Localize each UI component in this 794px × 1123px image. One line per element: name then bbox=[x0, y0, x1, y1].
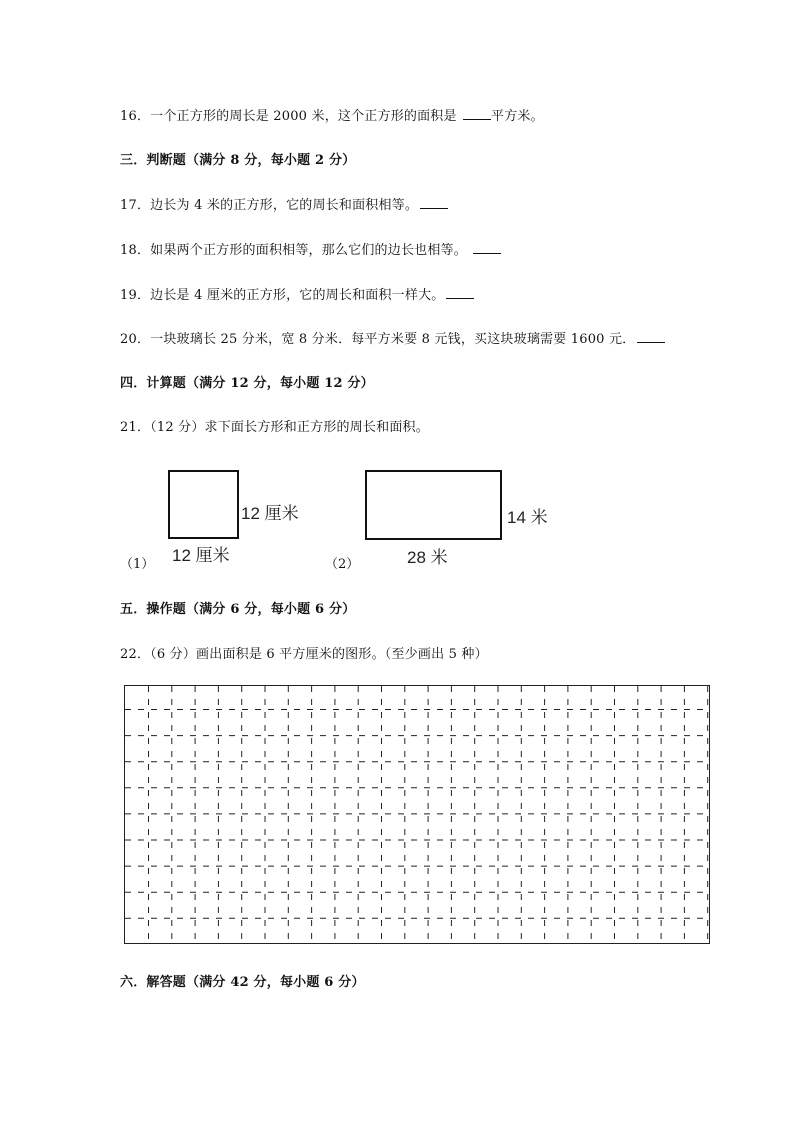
answer-blank[interactable] bbox=[420, 196, 448, 209]
question-18 bbox=[120, 239, 501, 258]
question-20-text: 20．一块玻璃长 25 分米，宽 8 分米．每平方米要 8 元钱，买这块玻璃需要 1600 元． bbox=[120, 332, 636, 347]
question-16-tail: 平方米。 bbox=[491, 109, 544, 124]
question-16 bbox=[120, 105, 544, 124]
figure-2-index: （2） bbox=[325, 557, 360, 572]
grid-lines bbox=[125, 686, 709, 943]
answer-blank[interactable] bbox=[473, 241, 501, 254]
question-19-text: 19．边长是 4 厘米的正方形，它的周长和面积一样大。 bbox=[120, 288, 445, 303]
rectangle-side-label: 14 米 bbox=[507, 508, 548, 527]
question-17-text: 17．边长为 4 米的正方形，它的周长和面积相等。 bbox=[120, 198, 419, 213]
question-19 bbox=[120, 284, 474, 303]
square-figure bbox=[168, 470, 239, 539]
answer-blank[interactable] bbox=[446, 286, 474, 299]
answer-blank[interactable] bbox=[463, 107, 491, 120]
drawing-grid[interactable] bbox=[124, 685, 710, 944]
section-4-heading: 四．计算题（满分 12 分，每小题 12 分） bbox=[120, 376, 374, 391]
answer-blank[interactable] bbox=[637, 330, 665, 343]
question-16-text: 16．一个正方形的周长是 2000 米，这个正方形的面积是 bbox=[120, 109, 462, 124]
rectangle-bottom-label: 28 米 bbox=[407, 548, 448, 567]
section-5-heading: 五．操作题（满分 6 分，每小题 6 分） bbox=[120, 602, 356, 617]
question-22: 22．（6 分）画出面积是 6 平方厘米的图形。（至少画出 5 种） bbox=[120, 647, 488, 662]
figure-1-index: （1） bbox=[120, 557, 155, 572]
question-17 bbox=[120, 194, 448, 213]
square-side-label: 12 厘米 bbox=[241, 504, 299, 523]
rectangle-figure bbox=[365, 470, 502, 540]
question-18-text: 18．如果两个正方形的面积相等，那么它们的边长也相等。 bbox=[120, 243, 472, 258]
section-6-heading: 六．解答题（满分 42 分，每小题 6 分） bbox=[120, 975, 365, 990]
question-20 bbox=[120, 328, 665, 347]
square-bottom-label: 12 厘米 bbox=[172, 546, 230, 565]
question-21: 21．（12 分）求下面长方形和正方形的周长和面积。 bbox=[120, 420, 429, 435]
section-3-heading: 三．判断题（满分 8 分，每小题 2 分） bbox=[120, 153, 356, 168]
